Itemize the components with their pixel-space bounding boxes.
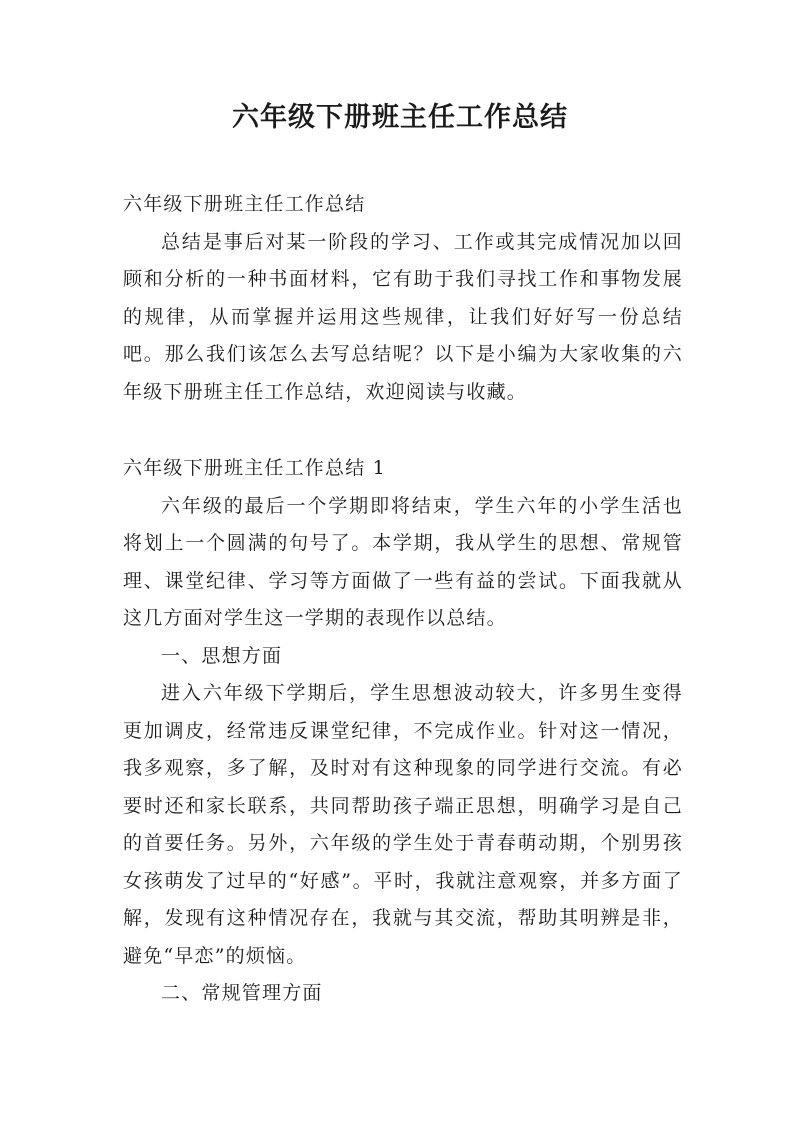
intro-heading: 六年级下册班主任工作总结 <box>123 193 366 215</box>
section-1-block <box>123 450 683 1013</box>
section-1-paragraph: 六年级的最后一个学期即将结束，学生六年的小学生活也将划上一个圆满的句号了。本学期，我从学生的思想、常规管理、课堂纪律、学习等方面做了一些有益的尝试。下面我就从这几方面对学生这一学期的表现作以总结。 <box>123 494 683 629</box>
subsection-1-paragraph: 进入六年级下学期后，学生思想波动较大，许多男生变得更加调皮，经常违反课堂纪律，不完成作业。针对这一情况，我多观察，多了解，及时对有这种现象的同学进行交流。有必要时还和家长联系，共同帮助孩子端正思想，明确学习是自己的首要任务。另外，六年级的学生处于青春萌动期，个别男孩女孩萌发了过早的“好感”。平时，我就注意观察，并多方面了解，发现有这种情况存在，我就与其交流，帮助其明辨是非，避免“早恋”的烦恼。 <box>123 682 683 967</box>
subsection-2-heading: 二、常规管理方面 <box>161 982 323 1004</box>
subsection-1-heading: 一、思想方面 <box>161 644 283 667</box>
intro-block <box>123 186 683 411</box>
intro-paragraph: 总结是事后对某一阶段的学习、工作或其完成情况加以回顾和分析的一种书面材料，它有助于我们寻找工作和事物发展的规律，从而掌握并运用这些规律，让我们好好写一份总结吧。那么我们该怎么去写总结呢？以下是小编为大家收集的六年级下册班主任工作总结，欢迎阅读与收藏。 <box>123 230 683 403</box>
document-title: 六年级下册班主任工作总结 <box>232 102 568 133</box>
section-1-heading: 六年级下册班主任工作总结 1 <box>123 457 386 479</box>
